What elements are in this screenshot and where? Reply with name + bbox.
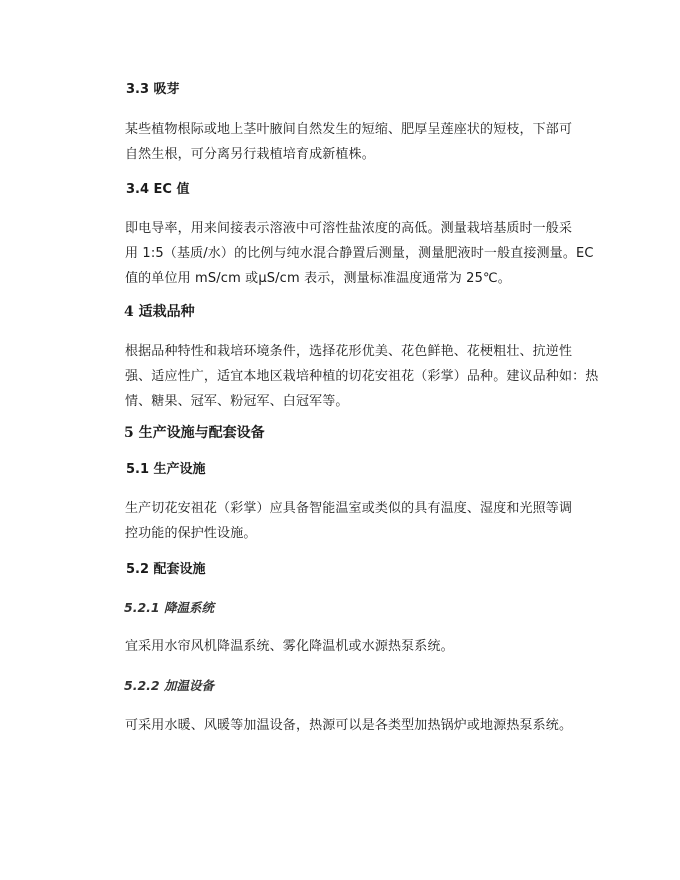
- paragraph-line: 情、糖果、冠军、粉冠军、白冠军等。: [125, 394, 349, 409]
- section-3-4-heading: 3.4 EC 值: [126, 182, 190, 197]
- paragraph-line: 用 1:5（基质/水）的比例与纯水混合静置后测量，测量肥液时一般直接测量。EC: [125, 246, 594, 261]
- paragraph-line: 即电导率，用来间接表示溶液中可溶性盐浓度的高低。测量栽培基质时一般采: [125, 221, 573, 236]
- section-4-heading: 4 适栽品种: [124, 304, 195, 320]
- paragraph-line: 生产切花安祖花（彩掌）应具备智能温室或类似的具有温度、湿度和光照等调: [125, 501, 573, 516]
- section-4-paragraph: [125, 339, 599, 414]
- section-5-1-paragraph: [125, 496, 580, 546]
- paragraph-line: 自然生根，可分离另行栽植培育成新植株。: [125, 147, 375, 162]
- section-5-1-heading: 5.1 生产设施: [126, 462, 206, 477]
- paragraph-line: 宜采用水帘风机降温系统、雾化降温机或水源热泵系统。: [125, 639, 454, 654]
- paragraph-line: 强、适应性广，适宜本地区栽培种植的切花安祖花（彩掌）品种。建议品种如：热: [125, 369, 599, 384]
- section-5-heading: 5 生产设施与配套设备: [124, 425, 265, 441]
- paragraph-line: 某些植物根际或地上茎叶腋间自然发生的短缩、肥厚呈莲座状的短枝，下部可: [125, 122, 573, 137]
- section-5-2-1-paragraph: [125, 634, 580, 659]
- paragraph-line: 根据品种特性和栽培环境条件，选择花形优美、花色鲜艳、花梗粗壮、抗逆性: [125, 344, 573, 359]
- section-5-2-2-paragraph: [125, 713, 580, 738]
- section-3-4-paragraph: [125, 216, 594, 291]
- section-5-2-2-heading: 5.2.2 加温设备: [124, 678, 214, 693]
- paragraph-line: 值的单位用 mS/cm 或μS/cm 表示，测量标准温度通常为 25℃。: [125, 271, 511, 286]
- section-3-3-heading: 3.3 吸芽: [126, 82, 180, 97]
- paragraph-line: 控功能的保护性设施。: [125, 526, 257, 541]
- section-3-3-paragraph: [125, 117, 580, 167]
- section-5-2-heading: 5.2 配套设施: [126, 562, 206, 577]
- paragraph-line: 可采用水暖、风暖等加温设备，热源可以是各类型加热锅炉或地源热泵系统。: [125, 718, 573, 733]
- section-5-2-1-heading: 5.2.1 降温系统: [124, 600, 214, 615]
